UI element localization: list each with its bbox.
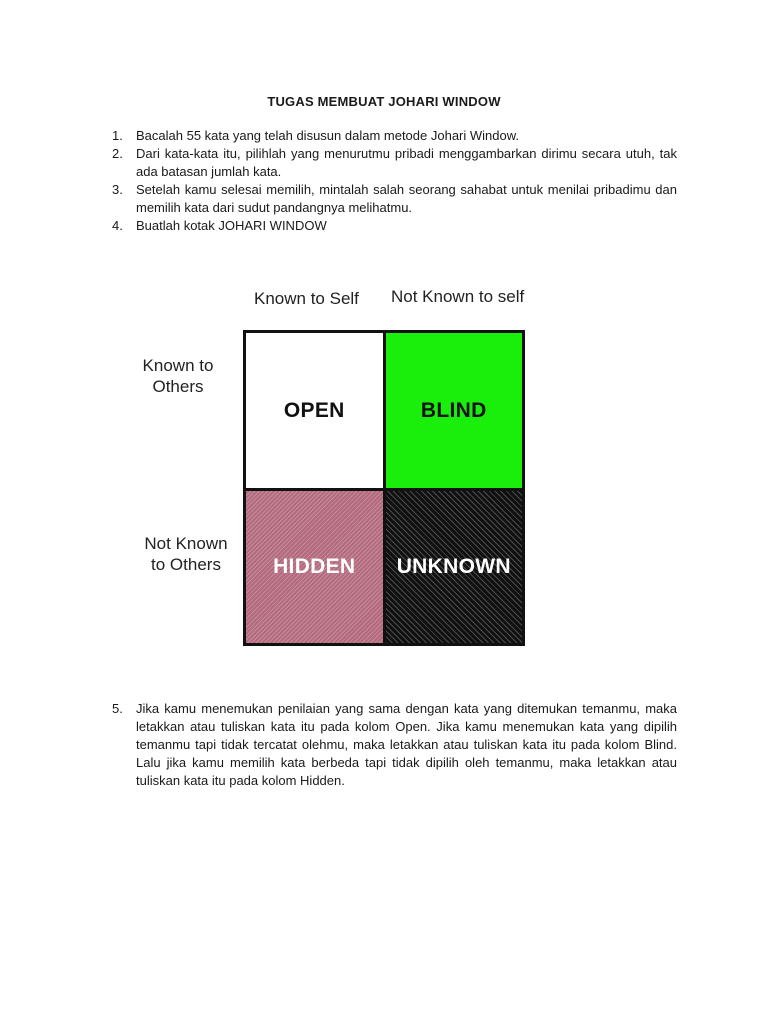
row-label-line: Not Known	[144, 534, 228, 553]
list-number: 5.	[112, 701, 123, 716]
row-label-line: to Others	[151, 555, 221, 574]
list-text: Buatlah kotak JOHARI WINDOW	[136, 218, 327, 233]
row-label-line: Known to	[142, 356, 214, 375]
column-label-not-known-to-self: Not Known to self	[391, 287, 525, 306]
list-item	[112, 700, 677, 790]
list-number: 2.	[112, 146, 123, 161]
list-item	[112, 145, 677, 181]
page-title: TUGAS MEMBUAT JOHARI WINDOW	[267, 94, 501, 109]
list-text: Setelah kamu selesai memilih, mintalah salah seorang sahabat untuk menilai pribadimu dan memilih kata dari sudut pandangnya melihatmu.	[136, 182, 677, 215]
list-text: Bacalah 55 kata yang telah disusun dalam metode Johari Window.	[136, 128, 520, 143]
instruction-list	[112, 127, 677, 235]
quadrant-unknown: UNKNOWN	[386, 491, 523, 643]
list-number: 4.	[112, 218, 123, 233]
instruction-list-continued	[112, 700, 677, 790]
quadrant-hidden: HIDDEN	[246, 491, 383, 643]
list-item	[112, 217, 677, 235]
row-label-not-known-to-others	[140, 533, 232, 575]
johari-grid	[243, 330, 525, 646]
list-text: Dari kata-kata itu, pilihlah yang menurutmu pribadi menggambarkan dirimu secara utuh, tak ada batasan jumlah kata.	[136, 146, 677, 179]
list-item	[112, 181, 677, 217]
column-label-known-to-self: Known to Self	[254, 289, 359, 308]
row-label-line: Others	[152, 377, 204, 396]
list-item	[112, 127, 677, 145]
quadrant-open: OPEN	[246, 333, 383, 488]
row-label-known-to-others	[138, 355, 218, 397]
list-text: Jika kamu menemukan penilaian yang sama dengan kata yang ditemukan temanmu, maka letakkan atau tuliskan kata itu pada kolom Open. Jika kamu menemukan kata yang dipilih temanmu tapi tidak tercatat olehmu, maka letakkan atau tuliskan kata itu pada kolom Blind. Lalu jika kamu memilih kata berbeda tapi tidak dipilih oleh temanmu, maka letakkan atau tuliskan kata itu pada kolom Hidden.	[136, 701, 677, 788]
list-number: 1.	[112, 128, 123, 143]
quadrant-blind: BLIND	[386, 333, 523, 488]
list-number: 3.	[112, 182, 123, 197]
